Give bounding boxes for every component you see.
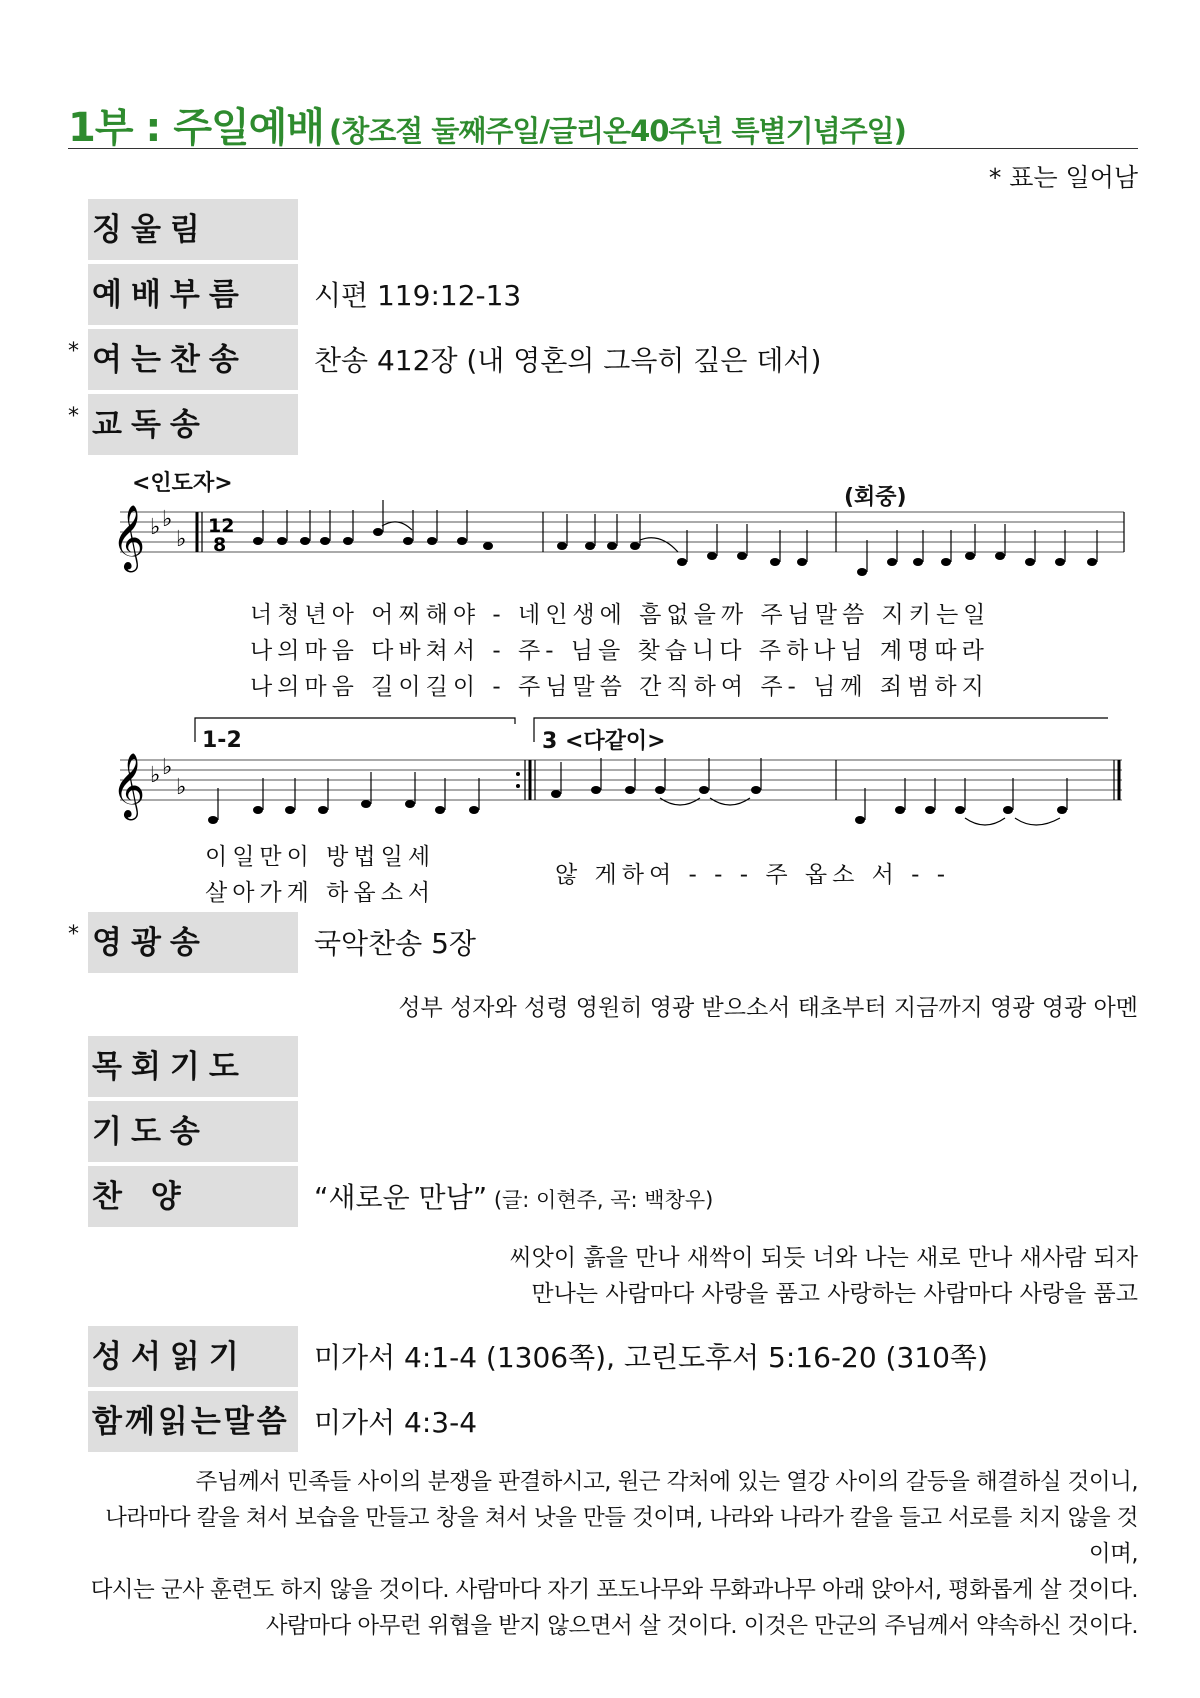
order-value: 국악찬송 5장 [314, 927, 476, 960]
reading-line-4: 사람마다 아무런 위협을 받지 않으면서 살 것이다. 이것은 만군의 주님께서 약속하신 것이다. [265, 1613, 1138, 1639]
page-title: 1부 : 주일예배 [68, 105, 324, 151]
lyrics-final: 않 게하여 - - - 주 옵소 서 - - [555, 862, 951, 888]
treble-clef-icon: 𝄞 [112, 505, 146, 570]
order-item-pastoral-prayer [64, 1036, 1164, 1099]
standing-note: * 표는 일어남 [988, 163, 1138, 192]
standing-mark: * [68, 404, 79, 429]
order-item-scripture [64, 1326, 1164, 1389]
order-value: 미가서 4:1-4 (1306쪽), 고린도후서 5:16-20 (310쪽) [314, 1341, 988, 1374]
order-item-responsive-reading [64, 1391, 1164, 1454]
order-label: 교독송 [88, 394, 298, 457]
svg-text:♭: ♭ [162, 507, 173, 532]
order-label: 기도송 [88, 1101, 298, 1164]
flat-icon: ♭ [150, 515, 161, 540]
anthem-credits: (글: 이현주, 곡: 백창우) [487, 1188, 714, 1212]
order-label: 찬 양 [88, 1166, 298, 1229]
order-label: 영광송 [88, 912, 298, 975]
order-item-gloria [64, 912, 1164, 975]
svg-text:♭: ♭ [150, 763, 161, 788]
page-subtitle: (창조절 둘째주일/글리온40주년 특별기념주일) [328, 114, 906, 148]
order-label: 목회기도 [88, 1036, 298, 1099]
order-value: 시편 119:12-13 [314, 279, 522, 312]
order-label: 여는찬송 [88, 329, 298, 392]
order-label: 예배부름 [88, 264, 298, 327]
order-value: 찬송 412장 (내 영혼의 그윽히 깊은 데서) [314, 344, 822, 377]
leader-label: <인도자> [132, 471, 233, 496]
lyrics-verse-2: 나의마음 다바쳐서 - 주- 님을 찾습니다 주하나님 계명따라 [250, 638, 989, 664]
order-label: 징울림 [88, 199, 298, 262]
lyrics-verse-3: 나의마음 길이길이 - 주님말씀 간직하여 주- 님께 죄범하지 [250, 674, 989, 700]
svg-text:♭: ♭ [162, 755, 173, 780]
order-value [314, 1166, 713, 1232]
reading-text [88, 1464, 1138, 1644]
standing-mark: * [68, 339, 79, 364]
ending-3-label: 3 <다같이> [542, 729, 666, 754]
reading-line-3: 다시는 군사 훈련도 하지 않을 것이다. 사람마다 자기 포도나무와 무화과나무 아래 앉아서, 평화롭게 살 것이다. [90, 1577, 1138, 1603]
standing-mark: * [68, 922, 79, 947]
order-label: 함께읽는말씀 [88, 1391, 298, 1454]
lyrics-verse-1: 너청년아 어찌해야 - 네인생에 흠없을까 주님말씀 지키는일 [250, 602, 991, 628]
congregation-label: (회중) [844, 485, 907, 510]
svg-text:♭: ♭ [176, 527, 187, 552]
anthem-text-line-1: 씨앗이 흙을 만나 새싹이 되듯 너와 나는 새로 만나 새사람 되자 [509, 1245, 1138, 1271]
time-signature-top: 12 [208, 515, 235, 537]
lyrics-ending-line-1: 이일만이 방법일세 [205, 844, 436, 870]
order-value: 미가서 4:3-4 [314, 1406, 478, 1439]
anthem-text-line-2: 만나는 사람마다 사랑을 품고 사랑하는 사람마다 사랑을 품고 [531, 1281, 1138, 1307]
anthem-title: “새로운 만남” [314, 1181, 488, 1214]
order-item-anthem [64, 1166, 1164, 1229]
time-signature-bottom: 8 [213, 534, 227, 556]
lyrics-ending-line-2: 살아가게 하옵소서 [205, 880, 436, 906]
notes-staff-2 [208, 786, 1067, 824]
order-label: 성서읽기 [88, 1326, 298, 1389]
reading-line-1: 주님께서 민족들 사이의 분쟁을 판결하시고, 원근 각처에 있는 열강 사이의 갈등을 해결하실 것이니, [195, 1469, 1138, 1495]
treble-clef-icon: 𝄞 [112, 753, 146, 818]
ending-1-label: 1-2 [202, 728, 242, 753]
svg-text:♭: ♭ [176, 775, 187, 800]
reading-line-2: 나라마다 칼을 쳐서 보습을 만들고 창을 쳐서 낫을 만들 것이며, 나라와 나라가 칼을 들고 서로를 치지 않을 것이며, [105, 1505, 1138, 1567]
gloria-text: 성부 성자와 성령 영원히 영광 받으소서 태초부터 지금까지 영광 영광 아멘 [398, 995, 1138, 1021]
order-item-prayer-song [64, 1101, 1164, 1164]
